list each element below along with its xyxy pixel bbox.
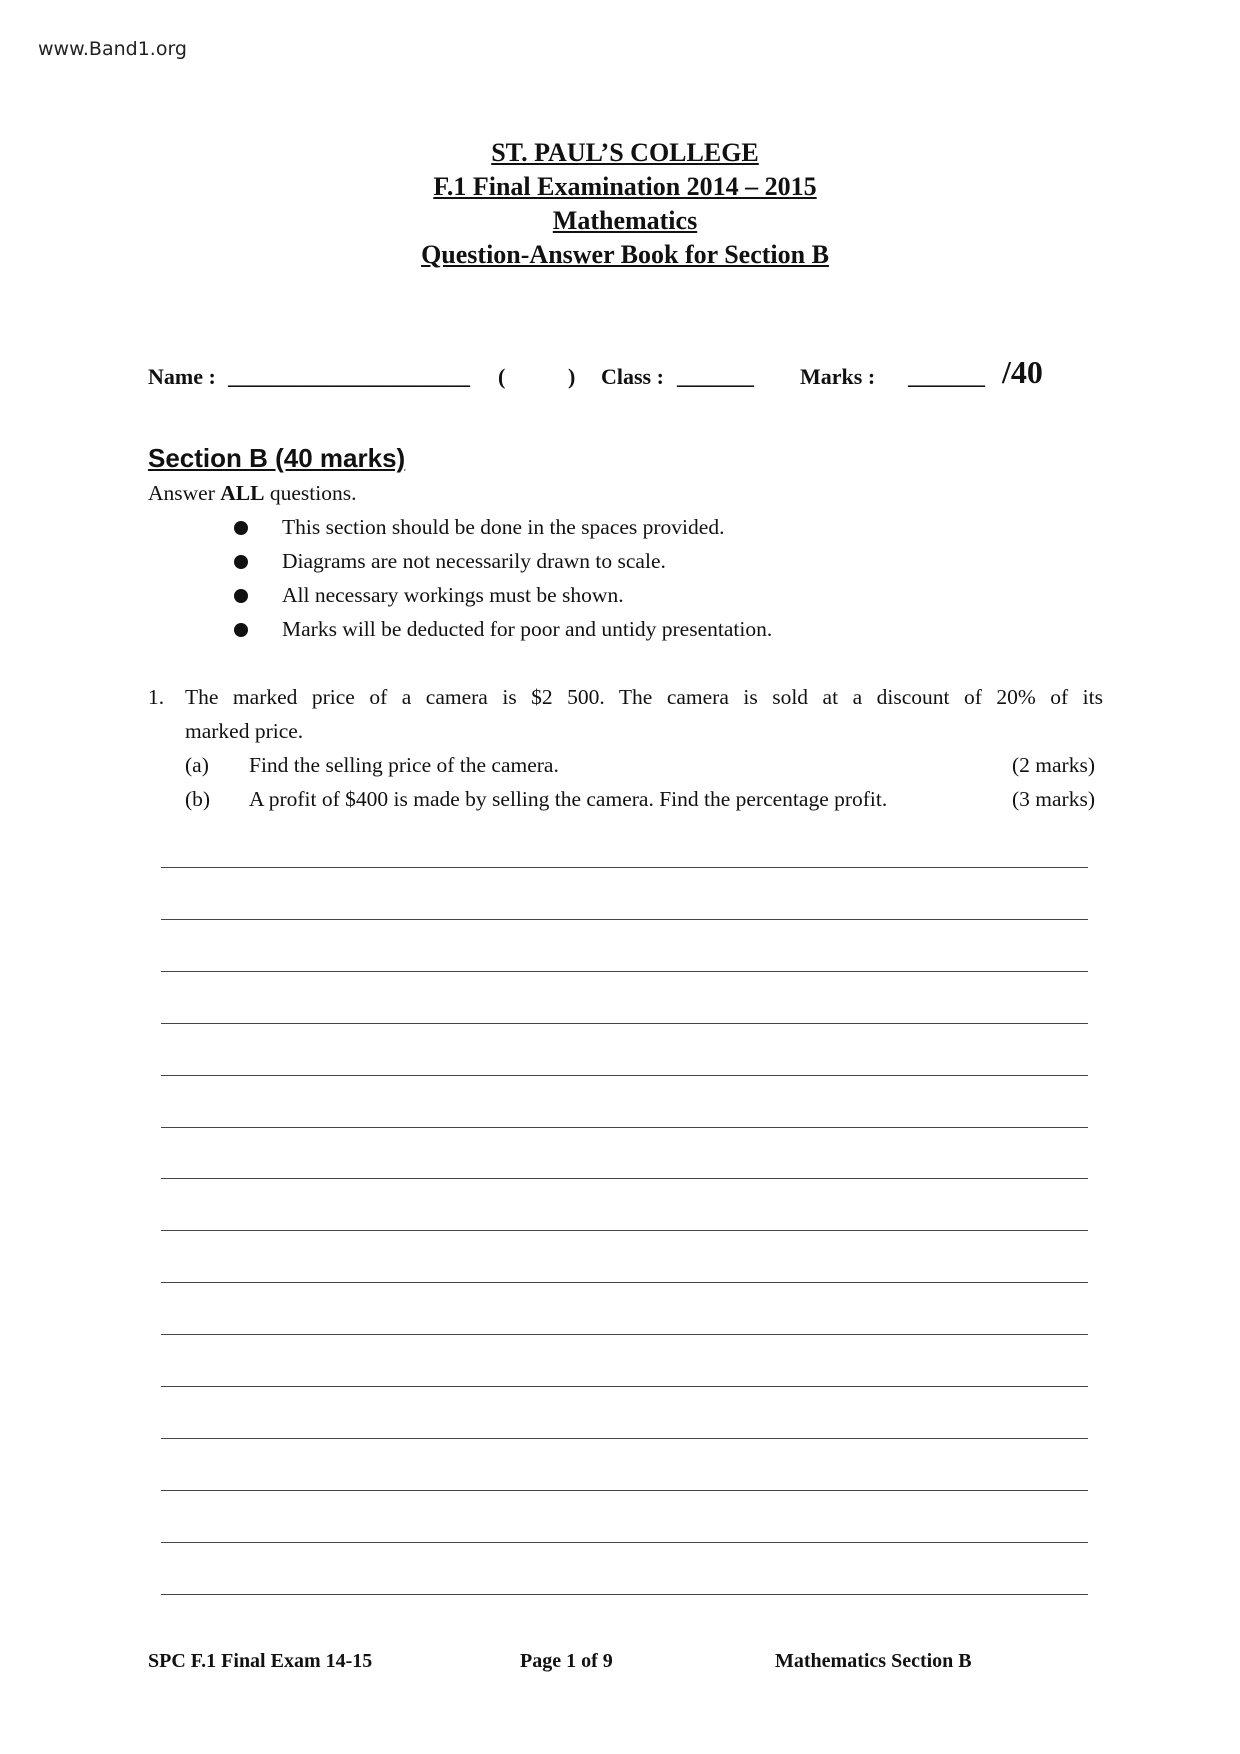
name-field[interactable]: ______________________ xyxy=(228,364,470,389)
answer-line xyxy=(161,919,1088,920)
answer-line xyxy=(161,1127,1088,1128)
instruction-item: This section should be done in the spaces provided. xyxy=(282,515,725,539)
name-label: Name : xyxy=(148,364,216,389)
answer-line xyxy=(161,1438,1088,1439)
instruction-text: Answer xyxy=(148,481,221,505)
instruction-text-end: questions. xyxy=(264,481,357,505)
instruction-item: All necessary workings must be shown. xyxy=(282,583,624,607)
footer-left: SPC F.1 Final Exam 14-15 xyxy=(148,1650,373,1672)
exam-title: F.1 Final Examination 2014 – 2015 xyxy=(433,172,817,201)
marks-label: Marks : xyxy=(800,364,876,389)
answer-line xyxy=(161,1334,1088,1335)
bullet-icon xyxy=(234,555,248,569)
answer-line xyxy=(161,1282,1088,1283)
book-title: Question-Answer Book for Section B xyxy=(421,240,829,269)
marks-field[interactable]: _______ xyxy=(908,364,985,389)
bullet-icon xyxy=(234,589,248,603)
question-stem: The marked price of a camera is $2 500. The camera is sold at a discount of 20% of its xyxy=(185,685,1103,709)
footer-page: Page 1 of 9 xyxy=(520,1650,613,1672)
instruction-item: Diagrams are not necessarily drawn to scale. xyxy=(282,549,666,573)
answer-line xyxy=(161,1023,1088,1024)
part-text: A profit of $400 is made by selling the camera. Find the percentage profit. xyxy=(249,787,888,811)
part-text: Find the selling price of the camera. xyxy=(249,753,559,777)
answer-line xyxy=(161,1490,1088,1491)
part-marks: (3 marks) xyxy=(1012,787,1095,811)
school-title: ST. PAUL’S COLLEGE xyxy=(491,138,759,167)
part-label: (a) xyxy=(185,753,209,777)
class-number-open: ( xyxy=(498,364,506,389)
class-label: Class : xyxy=(601,364,664,389)
answer-line xyxy=(161,971,1088,972)
bullet-icon xyxy=(234,521,248,535)
part-marks: (2 marks) xyxy=(1012,753,1095,777)
question-stem-cont: marked price. xyxy=(185,719,304,743)
answer-line xyxy=(161,1075,1088,1076)
answer-line xyxy=(161,867,1088,868)
instruction-item: Marks will be deducted for poor and untidy presentation. xyxy=(282,617,773,641)
answer-line xyxy=(161,1594,1088,1595)
section-heading: Section B (40 marks) xyxy=(148,443,406,473)
marks-total: /40 xyxy=(1002,354,1043,390)
class-number-close: ) xyxy=(568,364,576,389)
footer-right: Mathematics Section B xyxy=(775,1650,972,1672)
answer-line xyxy=(161,1386,1088,1387)
bullet-icon xyxy=(234,623,248,637)
answer-line xyxy=(161,1178,1088,1179)
watermark: www.Band1.org xyxy=(38,38,187,60)
subject-title: Mathematics xyxy=(552,206,698,235)
question-number: 1. xyxy=(148,685,165,709)
answer-line xyxy=(161,1542,1088,1543)
instruction-emphasis: ALL xyxy=(220,481,265,505)
part-label: (b) xyxy=(185,787,211,811)
answer-line xyxy=(161,1230,1088,1231)
class-field[interactable]: _______ xyxy=(677,364,754,389)
instruction xyxy=(148,481,356,506)
